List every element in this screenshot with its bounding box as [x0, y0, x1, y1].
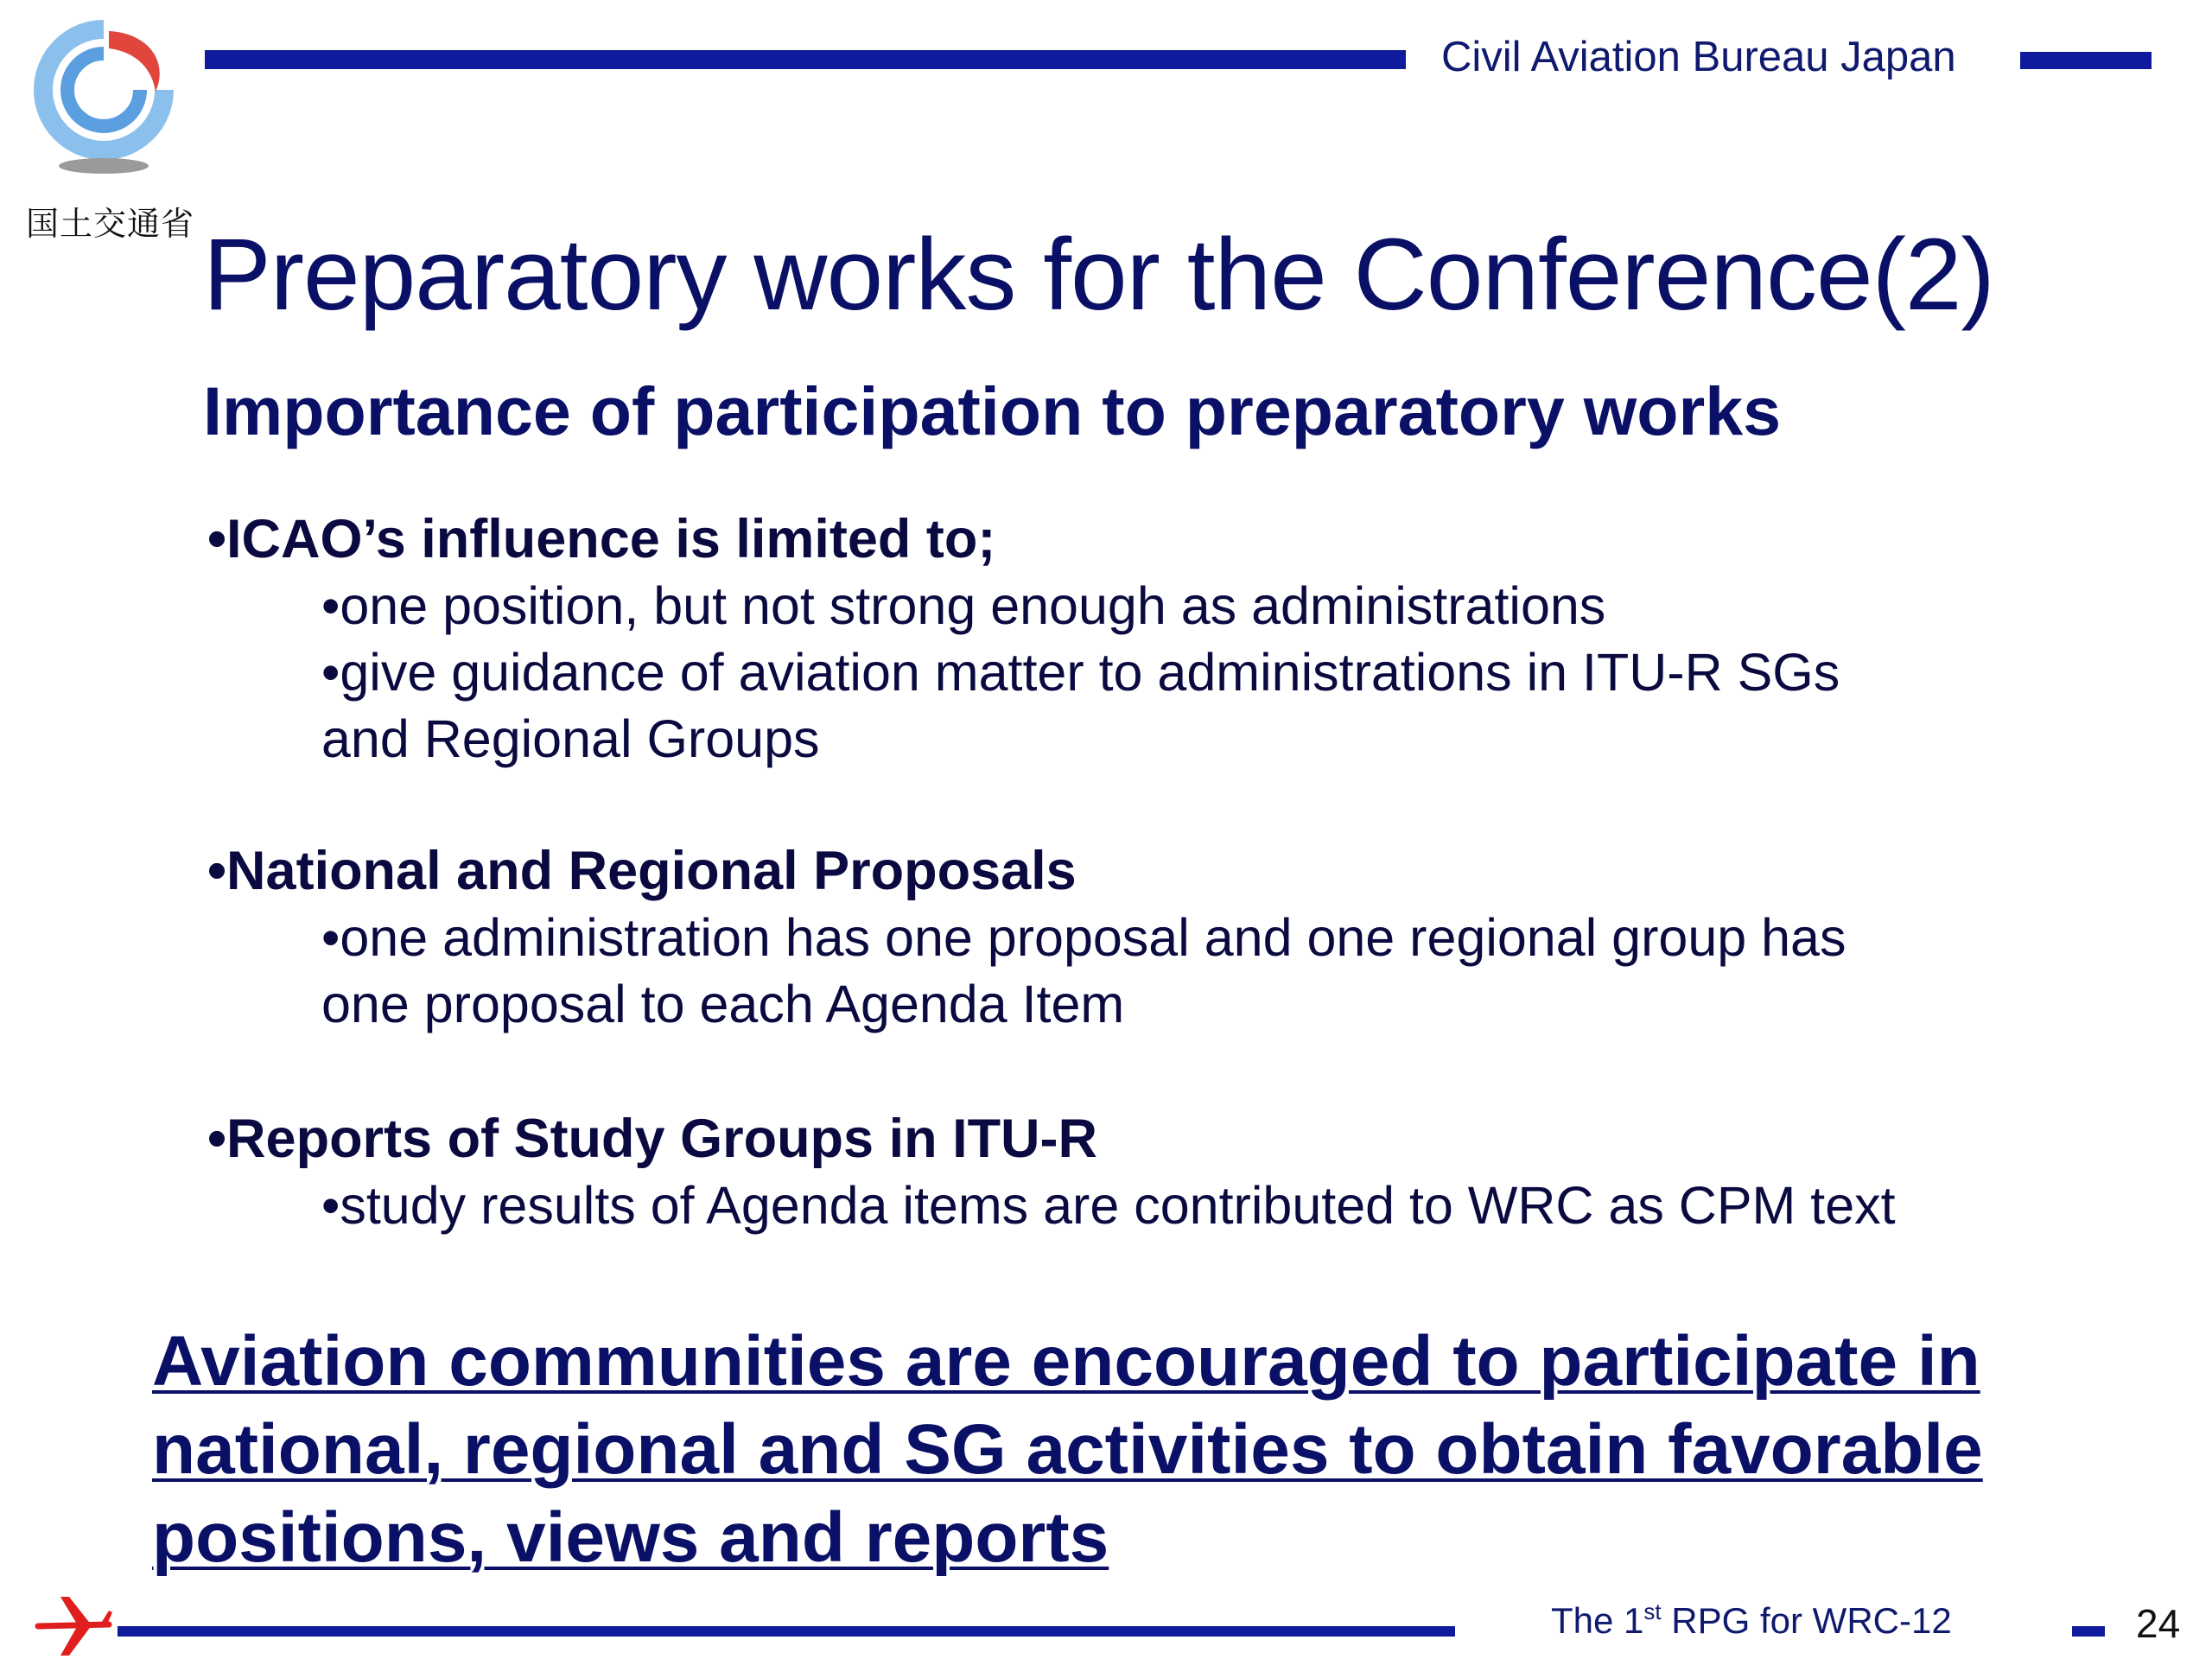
bullet-line: •study results of Agenda items are contributed to WRC as CPM text [321, 1176, 1896, 1235]
bullet-line: and Regional Groups [321, 709, 820, 768]
bullet-line: •one position, but not strong enough as administrations [321, 576, 1606, 635]
conclusion-line: Aviation communities are encouraged to participate in [152, 1322, 1980, 1401]
bullet-line: •one administration has one proposal and one regional group has [321, 908, 1847, 967]
section-heading-reports: •Reports of Study Groups in ITU-R [207, 1109, 1098, 1169]
footer-suffix: RPG for WRC-12 [1661, 1600, 1952, 1641]
ministry-logo-icon [26, 12, 181, 176]
section-heading-proposals: •National and Regional Proposals [207, 841, 1077, 901]
slide-title: Preparatory works for the Conference(2) [203, 218, 1994, 332]
conclusion-statement [152, 1318, 2165, 1582]
slide-subtitle: Importance of participation to preparatory works [203, 372, 1782, 449]
footer-prefix: The 1 [1551, 1600, 1644, 1641]
footer-rule-left [118, 1626, 1455, 1637]
section-heading-icao: •ICAO’s influence is limited to; [207, 509, 996, 569]
ministry-name: 国土交通省 [26, 207, 195, 243]
footer-ordinal-suffix: st [1643, 1599, 1662, 1624]
footer-rule-right [2072, 1626, 2105, 1637]
conclusion-line: positions, views and reports [152, 1498, 1109, 1577]
footer-event-label [1551, 1599, 1952, 1642]
page-number: 24 [2136, 1601, 2181, 1646]
bullet-line: •give guidance of aviation matter to administrations in ITU-R SGs [321, 643, 1840, 702]
header-rule-right [2020, 52, 2152, 69]
conclusion-line: national, regional and SG activities to obtain favorable [152, 1410, 1983, 1489]
bullet-line: one proposal to each Agenda Item [321, 975, 1125, 1033]
organization-name: Civil Aviation Bureau Japan [1441, 34, 1956, 80]
airplane-icon [35, 1592, 112, 1659]
header-rule-left [205, 50, 1406, 69]
